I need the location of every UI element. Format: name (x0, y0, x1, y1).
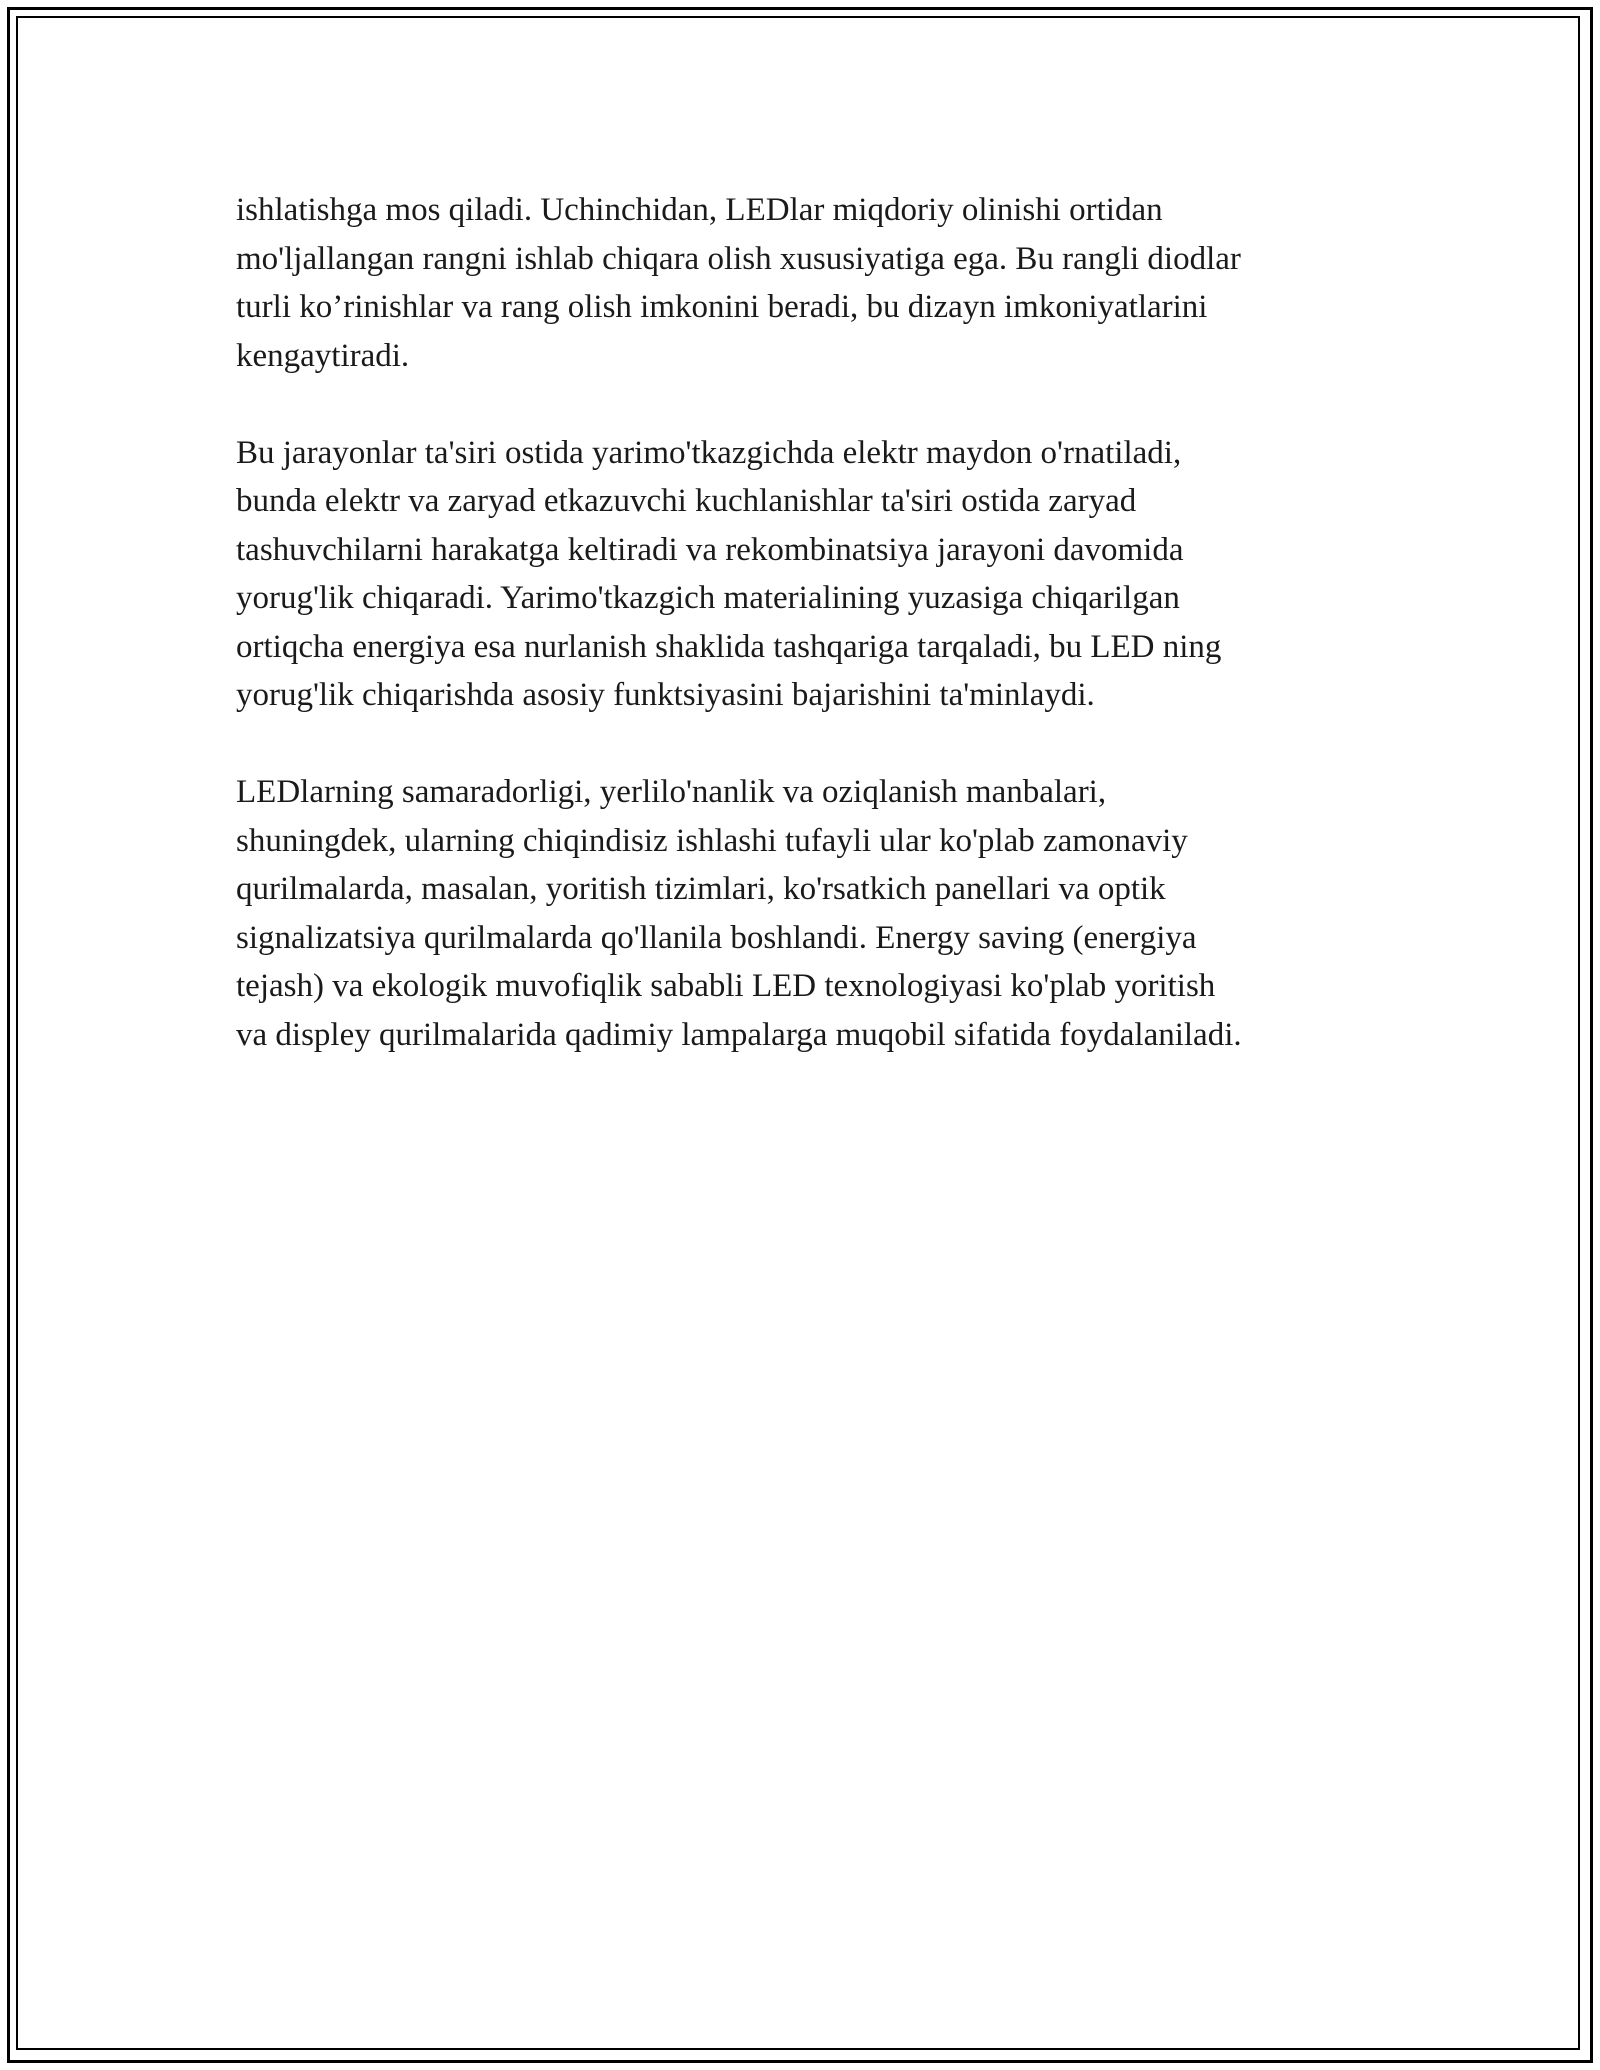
text-line: yorug'lik chiqaradi. Yarimo'tkazgich materialining yuzasiga chiqarilgan (236, 580, 1180, 616)
paragraph-2 (236, 429, 1376, 720)
text-line: tejash) va ekologik muvofiqlik sababli LED texnologiyasi ko'plab yoritish (236, 968, 1216, 1004)
document-body (236, 186, 1376, 1059)
paragraph-1 (236, 186, 1376, 380)
text-line: LEDlarning samaradorligi, yerlilo'nanlik va oziqlanish manbalari, (236, 774, 1107, 810)
paragraph-3 (236, 768, 1376, 1059)
text-line: ishlatishga mos qiladi. Uchinchidan, LEDlar miqdoriy olinishi ortidan (236, 192, 1163, 228)
text-line: mo'ljallangan rangni ishlab chiqara olish xususiyatiga ega. Bu rangli diodlar (236, 240, 1241, 277)
text-line: turli ko’rinishlar va rang olish imkonini beradi, bu dizayn imkoniyatlarini (236, 289, 1208, 325)
text-line: signalizatsiya qurilmalarda qo'llanila boshlandi. Energy saving (energiya (236, 919, 1197, 956)
text-line: shuningdek, ularning chiqindisiz ishlashi tufayli ular ko'plab zamonaviy (236, 822, 1188, 859)
text-line: bunda elektr va zaryad etkazuvchi kuchlanishlar ta'siri ostida zaryad (236, 483, 1137, 519)
text-line: yorug'lik chiqarishda asosiy funktsiyasini bajarishini ta'minlaydi. (236, 677, 1095, 713)
text-line: va displey qurilmalarida qadimiy lampalarga muqobil sifatida foydalaniladi. (236, 1016, 1242, 1053)
text-line: kengaytiradi. (236, 337, 410, 374)
text-line: ortiqcha energiya esa nurlanish shaklida tashqariga tarqaladi, bu LED ning (236, 628, 1222, 665)
text-line: tashuvchilarni harakatga keltiradi va rekombinatsiya jarayoni davomida (236, 531, 1184, 568)
text-line: Bu jarayonlar ta'siri ostida yarimo'tkazgichda elektr maydon o'rnatiladi, (236, 434, 1182, 471)
text-line: qurilmalarda, masalan, yoritish tizimlari, ko'rsatkich panellari va optik (236, 871, 1166, 907)
